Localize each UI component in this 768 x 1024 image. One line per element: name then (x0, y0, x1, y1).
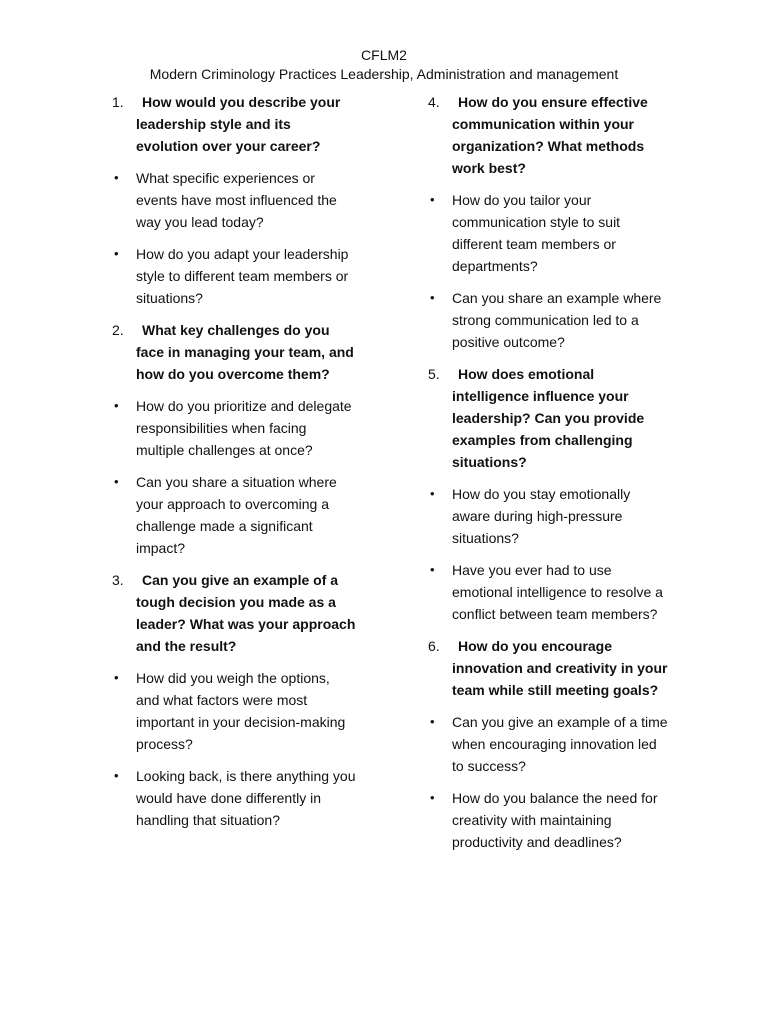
sub-question-text: How do you adapt your leadership style to different team members or situations? (136, 246, 349, 306)
bullet-icon: • (114, 246, 119, 261)
list-item (112, 471, 356, 559)
question-6 (428, 635, 672, 701)
sub-question-text: How do you tailor your communication style to suit different team members or departments? (452, 192, 621, 274)
question-number: 2. (112, 322, 124, 338)
question-text: How do you encourage innovation and creativity in your team while still meeting goals? (452, 638, 668, 698)
question-text: How would you describe your leadership style and its evolution over your career? (136, 94, 341, 154)
bullet-icon: • (114, 670, 119, 685)
bullet-icon: • (114, 768, 119, 783)
bullet-icon: • (114, 398, 119, 413)
sub-question-text: Can you share a situation where your approach to overcoming a challenge made a significant impact? (136, 474, 337, 556)
list-item (428, 787, 672, 853)
sub-question-text: Looking back, is there anything you would have done differently in handling that situation? (136, 768, 356, 828)
list-item (428, 559, 672, 625)
sub-question-text: Can you give an example of a time when encouraging innovation led to success? (452, 714, 668, 774)
bullet-icon: • (430, 486, 435, 501)
question-text: How do you ensure effective communication within your organization? What methods work best? (452, 94, 648, 176)
question-number: 1. (112, 94, 124, 110)
sub-question-text: Can you share an example where strong communication led to a positive outcome? (452, 290, 662, 350)
list-item (428, 711, 672, 777)
sub-question-text: How do you stay emotionally aware during high-pressure situations? (452, 486, 631, 546)
document-header (0, 46, 768, 83)
bullet-icon: • (114, 474, 119, 489)
question-text: How does emotional intelligence influence your leadership? Can you provide examples from challenging situations? (452, 366, 645, 470)
bullet-icon: • (430, 562, 435, 577)
question-2 (112, 319, 356, 385)
sub-question-text: How do you balance the need for creativity with maintaining productivity and deadlines? (452, 790, 658, 850)
question-number: 4. (428, 94, 440, 110)
bullet-icon: • (430, 192, 435, 207)
bullet-icon: • (430, 290, 435, 305)
question-4 (428, 91, 672, 179)
question-number: 5. (428, 366, 440, 382)
sub-question-text: How do you prioritize and delegate responsibilities when facing multiple challenges at once? (136, 398, 352, 458)
list-item (112, 167, 356, 233)
question-5 (428, 363, 672, 473)
sub-question-text: Have you ever had to use emotional intelligence to resolve a conflict between team members? (452, 562, 663, 622)
list-item (112, 765, 356, 831)
list-item (428, 287, 672, 353)
sub-question-text: What specific experiences or events have most influenced the way you lead today? (136, 170, 337, 230)
bullet-icon: • (114, 170, 119, 185)
list-item (428, 189, 672, 277)
list-item (428, 483, 672, 549)
question-text: What key challenges do you face in managing your team, and how do you overcome them? (136, 322, 354, 382)
left-column (112, 91, 356, 841)
bullet-icon: • (430, 790, 435, 805)
bullet-icon: • (430, 714, 435, 729)
question-text: Can you give an example of a tough decision you made as a leader? What was your approach and the result? (136, 572, 356, 654)
right-column (428, 91, 672, 863)
question-3 (112, 569, 356, 657)
sub-question-text: How did you weigh the options, and what factors were most important in your decision-making process? (136, 670, 346, 752)
list-item (112, 395, 356, 461)
question-number: 3. (112, 572, 124, 588)
list-item (112, 243, 356, 309)
question-number: 6. (428, 638, 440, 654)
question-1 (112, 91, 356, 157)
document-title: Modern Criminology Practices Leadership, Administration and management (149, 65, 619, 82)
document-code: CFLM2 (361, 47, 407, 63)
list-item (112, 667, 356, 755)
